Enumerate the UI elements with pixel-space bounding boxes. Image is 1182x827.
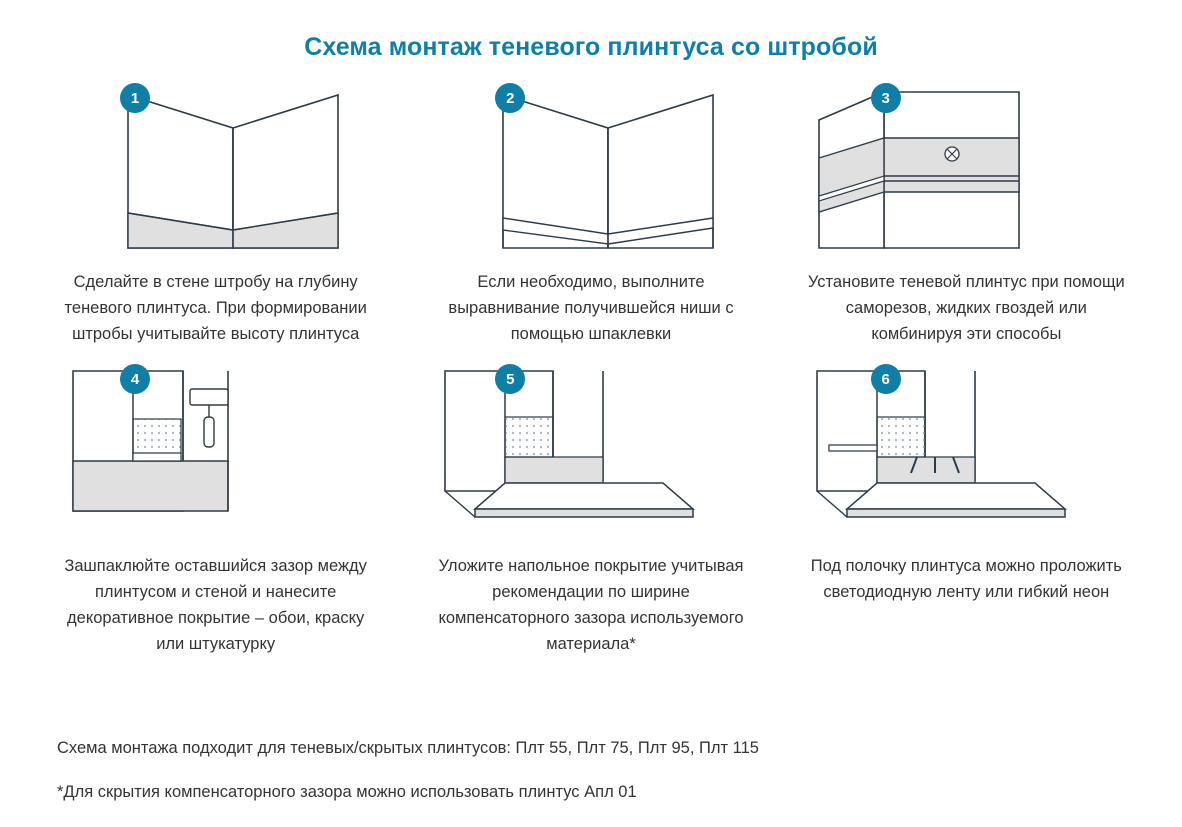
steps-row-1	[0, 80, 1182, 347]
leveled-niche-illustration	[413, 80, 753, 255]
step-3-caption: Установите теневой плинтус при помощи саморезов, жидких гвоздей или комбинируя эти способы	[807, 273, 1125, 343]
step-6-caption: Под полочку плинтуса можно проложить светодиодную ленту или гибкий неон	[810, 557, 1122, 601]
step-2-figure	[413, 80, 768, 255]
step-1-badge: 1	[120, 83, 150, 113]
step-6-badge: 6	[871, 364, 901, 394]
step-5	[403, 361, 778, 657]
step-3-figure	[789, 80, 1144, 255]
step-2	[403, 80, 778, 347]
footnote-compatibility: Схема монтажа подходит для теневых/скрытых плинтусов: Плт 55, Плт 75, Плт 95, Плт 115	[57, 739, 759, 757]
step-2-badge: 2	[495, 83, 525, 113]
wall-groove-illustration	[38, 80, 378, 255]
page-title: Схема монтаж теневого плинтуса со штробой	[304, 33, 878, 61]
step-6	[779, 361, 1154, 657]
step-6-figure	[789, 361, 1144, 539]
step-1-caption: Сделайте в стене штробу на глубину теневого плинтуса. При формировании штробы учитывайте высоту плинтуса	[64, 273, 367, 343]
step-3	[779, 80, 1154, 347]
steps-row-2	[0, 361, 1182, 657]
step-5-badge: 5	[495, 364, 525, 394]
led-shelf	[829, 445, 877, 451]
footnote-gap-cover: *Для скрытия компенсаторного зазора можно использовать плинтус Апл 01	[57, 783, 637, 801]
plinth-mounting-illustration	[789, 80, 1129, 255]
led-strip-illustration	[789, 361, 1129, 539]
step-2-caption: Если необходимо, выполните выравнивание получившейся ниши с помощью шпаклевки	[448, 273, 734, 343]
step-1-figure	[38, 80, 393, 255]
step-5-figure	[413, 361, 768, 539]
floor-covering-illustration	[413, 361, 753, 539]
step-4-caption: Зашпаклюйте оставшийся зазор между плинтусом и стеной и нанесите декоративное покрытие – обои, краску или штукатурку	[64, 557, 367, 653]
paint-roller-icon	[190, 389, 228, 405]
step-4	[28, 361, 403, 657]
step-1	[28, 80, 403, 347]
step-4-figure	[38, 361, 393, 539]
step-3-badge: 3	[871, 83, 901, 113]
step-4-badge: 4	[120, 364, 150, 394]
footnotes	[57, 735, 759, 805]
step-5-caption: Уложите напольное покрытие учитывая рекомендации по ширине компенсаторного зазора используемого материала*	[438, 557, 744, 653]
putty-and-paint-illustration	[38, 361, 378, 539]
